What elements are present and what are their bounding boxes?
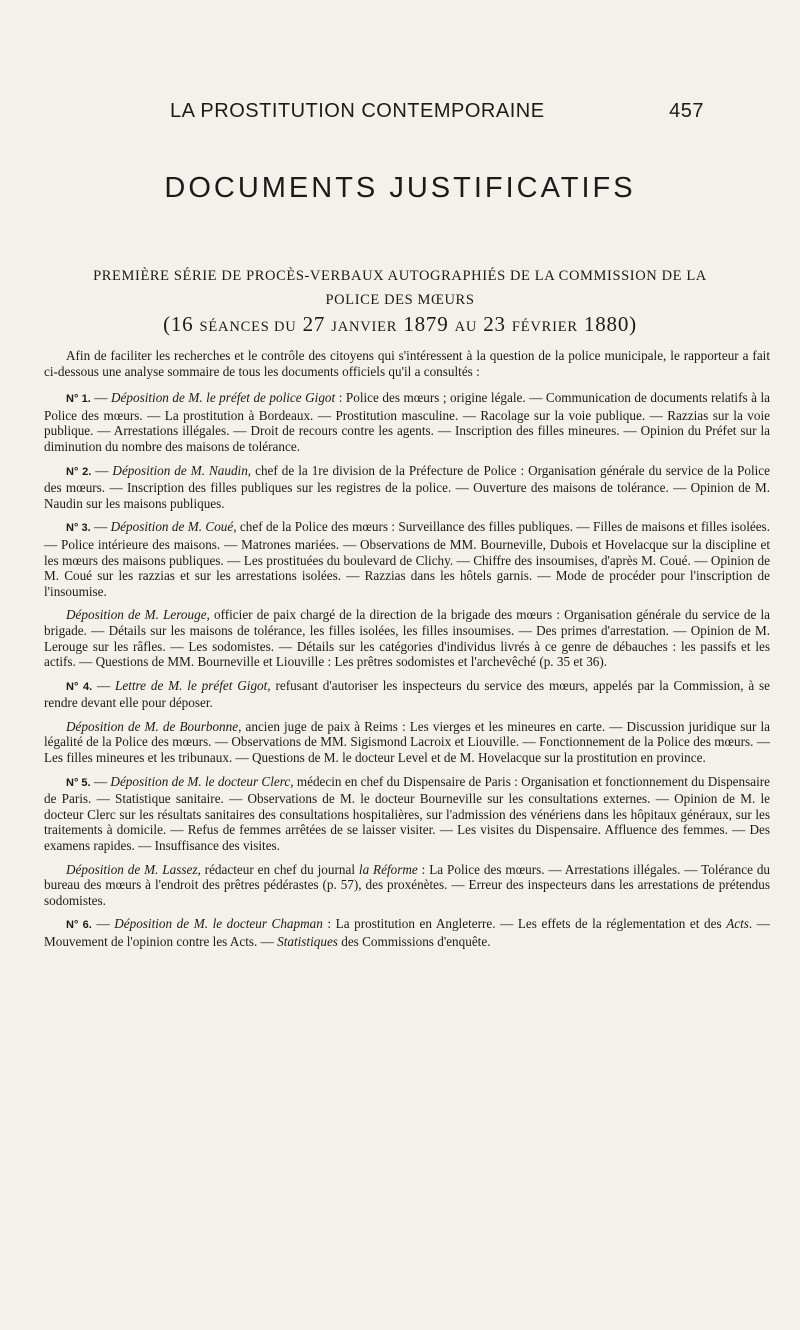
subtitle-part: 27 [296, 312, 332, 336]
document-body [44, 348, 770, 958]
entry-heading: Déposition de M. Lassez, [66, 861, 201, 877]
running-title: LA PROSTITUTION CONTEMPORAINE [170, 100, 545, 122]
intro-paragraph: Afin de faciliter les recherches et le contrôle des citoyens qui s'intéressent à la question de la police municipale, le rapporteur a fait ci-dessous une analyse sommaire de tous les documents officiels qu'il a consultés : [44, 348, 770, 379]
entry-separator: — [90, 773, 111, 789]
subtitle-part: 23 [477, 312, 512, 336]
entry-text: : La Police des mœurs. — Arrestations illégales. — Tolérance du bureau des mœurs à l'endroit des prêtres pédérastes (p. 57), des proxénètes. — Erreur des inspecteurs dans les arrestations de prétendus sodomistes. [44, 861, 771, 908]
entry-text: officier de paix chargé de la direction de la brigade des mœurs : Organisation générale du service de la brigade. — Détails sur les maisons de tolérance, les filles isolées, les filles insoumises. — Des primes d'arrestation. — Opinion de M. Lerouge sur les râfles. — Les sodomistes. — Détails sur les catégories d'individus livrés à ce genre de débauches : les passifs et les actifs. — Questions de MM. Bourneville et Liouville : Les prêtres sodomistes et l'archevêché (p. 35 et 36). [44, 607, 770, 670]
subtitle-part: AU [454, 319, 478, 335]
entry-number: N° 3. [66, 522, 91, 535]
entry-separator: — [91, 916, 115, 932]
entry-number: N° 5. [66, 776, 91, 789]
entry-paragraph [44, 774, 770, 854]
entry-text: ancien juge de paix à Reims : Les vierges et les mineures en carte. — Discussion juridique sur la légalité de la Police des mœurs. — Observations de MM. Sigismond Lacroix et Liouville. — Fonctionnement de la Police des mœurs. — Les filles mineures et les tribunaux. — Questions de M. le docteur Level et de M. Hovelacque sur la prostitution en province. [44, 718, 770, 766]
entry-text: : La prostitution en Angleterre. — Les effets de la réglementation et des [322, 916, 727, 932]
entry-text: . — Mouvement de l'opinion contre les Acts. — [44, 916, 770, 949]
section-title: DOCUMENTS JUSTIFICATIFS [164, 172, 636, 204]
section-subtitle [44, 264, 756, 339]
entry-heading: Déposition de M. Coué, [110, 519, 237, 535]
subtitle-part: SÉANCES DU [199, 319, 297, 335]
entry-text: chef de la Police des mœurs : Surveillance des filles publiques. — Filles de maisons et filles isolées. — Police intérieure des maisons. — Matrones mariées. — Observations de MM. Bourneville, Dubois et Hovelacque sur la discipline et les mœurs des maisons publiques. — Les prostituées du boulevard de Clichy. — Chiffre des insoumises, d'après M. Coué. — Opinion de M. Coué sur les razzias et sur les arrestations isolées. — Razzias dans les hôtels garnis. — Mode de procéder pour l'inscription de l'insoumise. [44, 519, 770, 599]
page-number: 457 [669, 100, 704, 122]
entry-heading: Déposition de M. de Bourbonne, [66, 718, 242, 734]
entry-text: : Police des mœurs ; origine légale. — Communication de documents relatifs à la Police des mœurs. — La prostitution à Bordeaux. — Prostitution masculine. — Racolage sur la voie publique. — Razzias sur la voie publique. — Arrestations illégales. — Droit de recours contre les agents. — Inscription des filles mineures. — Opinion du Préfet sur la diminution du nombre des maisons de tolérance. [44, 390, 771, 454]
entry-paragraph [44, 916, 770, 949]
entry-separator: — [90, 519, 111, 535]
entry-paragraph [44, 463, 770, 512]
entry-paragraph [44, 862, 770, 909]
entry-text: des Commissions d'enquête. [337, 934, 491, 949]
entry-paragraph [44, 519, 770, 599]
entry-number: N° 4. [66, 680, 93, 693]
entry-paragraph [44, 719, 770, 766]
subtitle-line-1: PREMIÈRE SÉRIE DE PROCÈS-VERBAUX AUTOGRAPHIÉS DE LA COMMISSION DE LA [93, 268, 707, 284]
subtitle-line-3 [44, 312, 756, 339]
entry-paragraph [44, 678, 770, 711]
entry-separator: — [91, 462, 113, 478]
entry-paragraph [44, 390, 770, 454]
entry-text: rédacteur en chef du journal [200, 861, 359, 877]
entry-heading: Déposition de M. le docteur Clerc, [110, 773, 294, 789]
entry-text: médecin en chef du Dispensaire de Paris : Organisation et fonctionnement du Dispensaire de Paris. — Statistique sanitaire. — Observations de M. le docteur Bourneville sur les consultations externes. — Opinion de M. le docteur Clerc sur les résultats sanitaires des consultations hospitalières, sur l'admission des vénériens dans les hôpitaux généraux, sur les traitements à domicile. — Refus de femmes arrêtées de se laisser visiter. — Les visites du Dispensaire. Affluence des femmes. — Des examens rapides. — Insuffisance des visites. [44, 773, 771, 854]
entry-heading: Lettre de M. le préfet Gigot, [115, 677, 271, 693]
subtitle-part: FÉVRIER [511, 319, 578, 335]
subtitle-part: 1880) [577, 312, 637, 336]
entry-heading: Déposition de M. le préfet de police Gigot [111, 390, 336, 406]
entry-number: N° 6. [66, 919, 92, 932]
entry-paragraph [44, 607, 770, 669]
entry-separator: — [90, 390, 112, 406]
entry-heading: Déposition de M. Lerouge, [66, 607, 210, 623]
subtitle-part: 1879 [397, 312, 455, 336]
subtitle-part: (16 [163, 312, 200, 336]
entry-number: N° 1. [66, 393, 91, 406]
entry-heading: Déposition de M. Naudin, [112, 462, 252, 478]
entry-text: chef de la 1re division de la Préfecture de Police : Organisation générale du service de la Police des mœurs. — Inscription des filles publiques sur les registres de la police. — Ouverture des maisons de tolérance. — Opinion de M. Naudin sur les maisons publiques. [44, 462, 770, 511]
acts-term: Acts [726, 916, 749, 932]
entry-heading: Déposition de M. le docteur Chapman [114, 916, 323, 932]
journal-title: la Réforme [358, 861, 418, 877]
statistics-term: Statistiques [277, 934, 338, 949]
entry-separator: — [92, 677, 116, 693]
entry-text: refusant d'autoriser les inspecteurs du service des mœurs, appelés par la Commission, à se rendre devant elle pour déposer. [44, 677, 771, 711]
running-header [170, 100, 704, 123]
entry-number: N° 2. [66, 465, 92, 478]
subtitle-line-2: POLICE DES MŒURS [325, 292, 475, 308]
subtitle-part: JANVIER [331, 319, 398, 335]
